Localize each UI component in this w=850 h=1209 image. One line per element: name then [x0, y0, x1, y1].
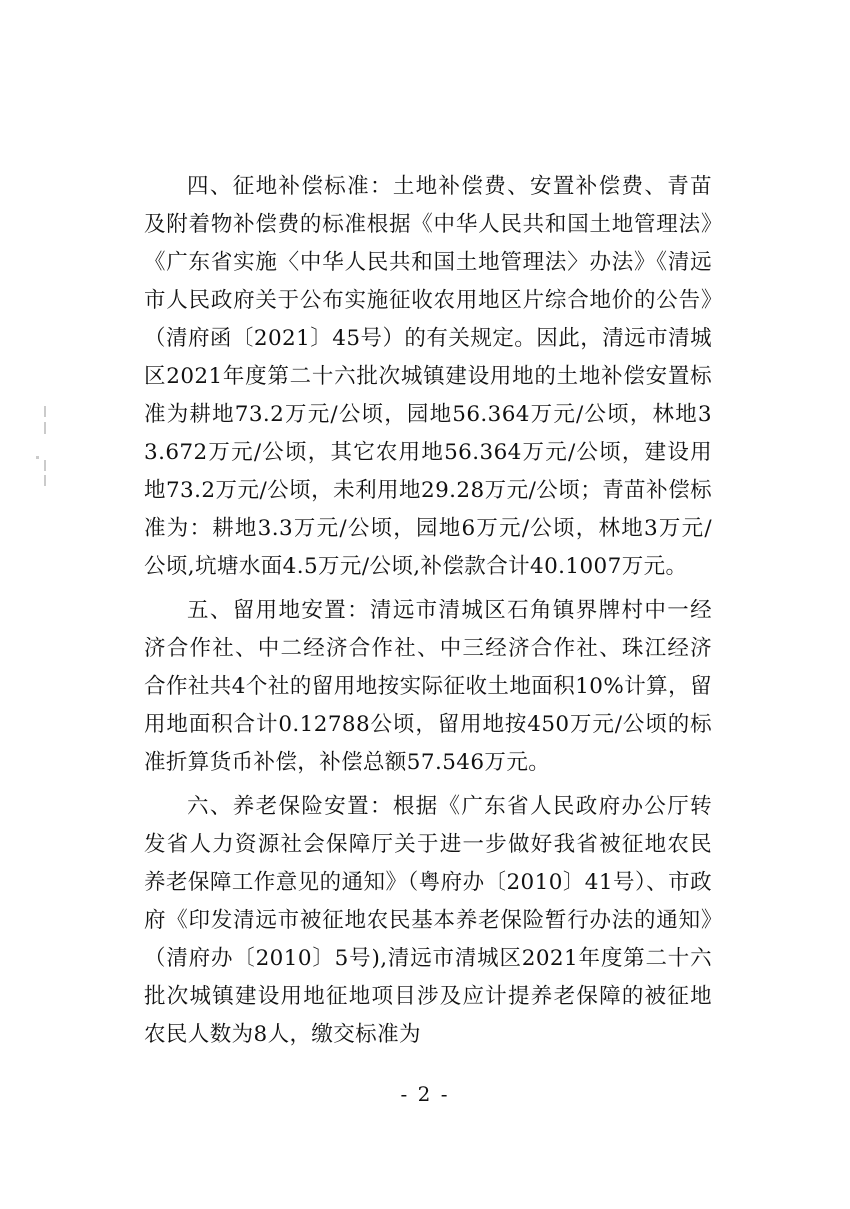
paragraph-section-five: 五、留用地安置：清远市清城区石角镇界牌村中一经济合作社、中二经济合作社、中三经济合作社、珠江经济合作社共4个社的留用地按实际征收土地面积10%计算，留用地面积合计0.12788公顷，留用地按450万元/公顷的标准折算货币补偿，补偿总额57.546万元。: [144, 598, 712, 775]
paragraph-section-four: 四、征地补偿标准：土地补偿费、安置补偿费、青苗及附着物补偿费的标准根据《中华人民共和国土地管理法》《广东省实施〈中华人民共和国土地管理法〉办法》《清远市人民政府关于公布实施征收农用地区片综合地价的公告》（清府函〔2021〕45号）的有关规定。因此，清远市清城区2021年度第二十六批次城镇建设用地的土地补偿安置标准为耕地73.2万元/公顷，园地56.364万元/公顷，林地33.672万元/公顷，其它农用地56.364万元/公顷，建设用地73.2万元/公顷，未利用地29.28万元/公顷；青苗补偿标准为：耕地3.3万元/公顷，园地6万元/公顷，林地3万元/公顷,坑塘水面4.5万元/公顷,补偿款合计40.1007万元。: [144, 174, 712, 579]
document-body: [144, 168, 712, 1054]
margin-mark: [44, 475, 46, 486]
scan-margin-marks: [36, 404, 52, 488]
margin-mark: [36, 456, 39, 459]
margin-mark: [44, 406, 46, 417]
paragraph-section-six: 六、养老保险安置：根据《广东省人民政府办公厅转发省人力资源社会保障厅关于进一步做好我省被征地农民养老保障工作意见的通知》（粤府办〔2010〕41号）、市政府《印发清远市被征地农民基本养老保险暂行办法的通知》（清府办〔2010〕5号),清远市清城区2021年度第二十六批次城镇建设用地征地项目涉及应计提养老保障的被征地农民人数为8人，缴交标准为: [144, 794, 712, 1047]
margin-mark: [44, 422, 46, 434]
page-number: - 2 -: [400, 1082, 450, 1106]
margin-mark: [44, 460, 46, 471]
